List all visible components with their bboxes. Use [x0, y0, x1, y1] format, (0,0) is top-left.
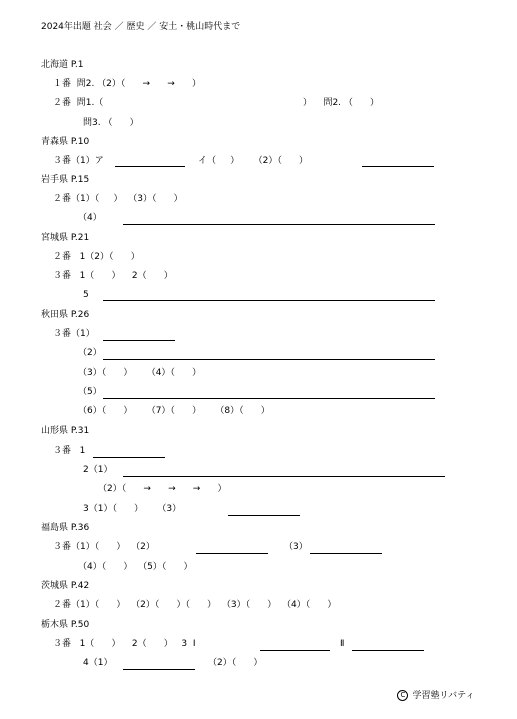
- answer-blank[interactable]: [103, 300, 435, 301]
- question-line: （3）: [284, 542, 308, 552]
- question-line: ２番 1（2）（ ）: [53, 252, 140, 262]
- answer-blank[interactable]: [228, 515, 300, 516]
- page-title: 2024年出題 社会 ／ 歴史 ／ 安土・桃山時代まで: [41, 22, 241, 32]
- brand-name: 学習塾リバティ: [412, 691, 475, 701]
- question-line: ２番（1）（ ） （3）（ ）: [53, 194, 183, 204]
- question-line: 4（1）: [83, 658, 113, 668]
- question-line: （6）（ ） （7）（ ） （8）（ ）: [78, 406, 270, 416]
- answer-blank[interactable]: [123, 224, 435, 225]
- question-line: （2）（ → → → ）: [98, 484, 227, 494]
- question-line: （3）（ ） （4）（ ）: [78, 368, 202, 378]
- question-line: ３番（1）（ ） （2）: [53, 542, 155, 552]
- prefecture-heading-fukushima: 福島県 P.36: [41, 523, 90, 533]
- question-line: ２番（1）（ ） （2）（ ）（ ） （3）（ ） （4）（ ）: [53, 600, 337, 610]
- question-line: （4）（ ） （5）（ ）: [78, 562, 193, 572]
- question-line: ３番（1）ア: [53, 156, 104, 166]
- prefecture-heading-aomori: 青森県 P.10: [41, 137, 90, 147]
- prefecture-heading-miyagi: 宮城県 P.21: [41, 233, 90, 243]
- question-line: １番 問2. （2）（ → → ）: [53, 79, 201, 89]
- answer-blank[interactable]: [93, 457, 165, 458]
- question-line: ３番 1: [53, 446, 86, 456]
- prefecture-heading-yamagata: 山形県 P.31: [41, 426, 90, 436]
- prefecture-heading-tochigi: 栃木県 P.50: [41, 620, 90, 630]
- prefecture-heading-hokkaido: 北海道 P.1: [41, 60, 84, 70]
- question-line: ） 問2. （ ）: [303, 98, 380, 108]
- answer-blank[interactable]: [103, 340, 175, 341]
- prefecture-heading-ibaraki: 茨城県 P.42: [41, 581, 90, 591]
- answer-blank[interactable]: [103, 398, 435, 399]
- question-line: （2）: [78, 348, 102, 358]
- answer-blank[interactable]: [115, 166, 185, 167]
- question-line: ３番 1（ ） 2（ ） 3 Ⅰ: [53, 639, 196, 649]
- question-line: ２番 問1.（: [53, 98, 104, 108]
- answer-blank[interactable]: [260, 650, 330, 651]
- copyright-line: [386, 679, 474, 713]
- question-line: （2）（ ）: [208, 658, 263, 668]
- question-line: イ（ ） （2）（ ）: [198, 156, 308, 166]
- question-line: 3（1）（ ） （3）: [83, 504, 182, 514]
- answer-blank[interactable]: [103, 359, 435, 360]
- copyright-icon: C: [397, 690, 408, 701]
- prefecture-heading-iwate: 岩手県 P.15: [41, 175, 90, 185]
- question-line: 2（1）: [83, 465, 113, 475]
- question-line: （4）: [78, 213, 102, 223]
- answer-blank[interactable]: [196, 553, 268, 554]
- question-line: ３番 1（ ） 2（ ）: [53, 271, 173, 281]
- question-line: Ⅱ: [340, 639, 345, 649]
- answer-blank[interactable]: [123, 669, 195, 670]
- answer-blank[interactable]: [310, 553, 382, 554]
- prefecture-heading-akita: 秋田県 P.26: [41, 310, 90, 320]
- question-line: 5: [83, 290, 89, 300]
- question-line: 問3. （ ）: [83, 118, 139, 128]
- answer-blank[interactable]: [352, 650, 424, 651]
- question-line: ３番（1）: [53, 329, 95, 339]
- answer-blank[interactable]: [362, 166, 434, 167]
- answer-blank[interactable]: [123, 476, 445, 477]
- question-line: （5）: [78, 387, 102, 397]
